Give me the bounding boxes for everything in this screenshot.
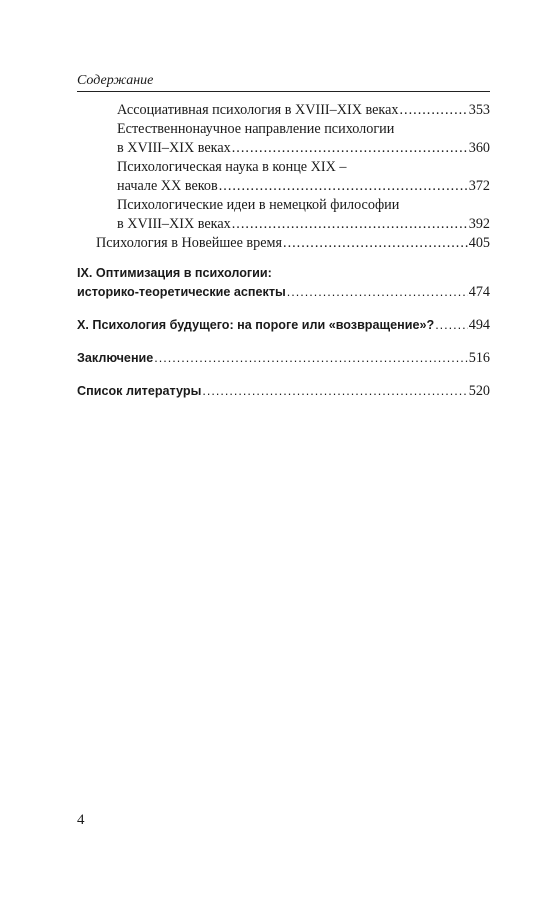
toc-entry-title: Психология в Новейшее время: [96, 235, 283, 251]
toc-leader-dots: [435, 316, 468, 335]
toc-entry-page: 392: [468, 216, 490, 232]
toc-entry: [77, 158, 490, 196]
toc-leader-dots: [400, 101, 468, 120]
toc-chapter-title: историко-теоретические аспекты: [77, 285, 286, 299]
table-of-contents: [77, 101, 490, 401]
running-head: Содержание: [77, 73, 154, 88]
toc-entry-title: начале XX веков: [117, 178, 218, 194]
toc-entry: [77, 120, 490, 158]
toc-chapter: [77, 264, 490, 302]
header-rule: [77, 91, 490, 92]
toc-leader-dots: [154, 349, 467, 368]
toc-entry: [77, 101, 490, 120]
toc-entry-page: 372: [468, 178, 490, 194]
toc-chapter-page: 520: [468, 383, 490, 399]
toc-entry: [77, 196, 490, 234]
toc-entry-title: Психологические идеи в немецкой философии: [117, 197, 400, 213]
toc-chapter-page: 474: [468, 284, 490, 300]
toc-chapter-title: Заключение: [77, 351, 154, 365]
toc-leader-dots: [219, 177, 468, 196]
toc-chapter: [77, 316, 490, 335]
toc-chapter-page: 494: [468, 317, 490, 333]
toc-leader-dots: [232, 215, 468, 234]
toc-entry-title: Ассоциативная психология в XVIII–XIX веках: [117, 102, 399, 118]
toc-entry-title: в XVIII–XIX веках: [117, 140, 231, 156]
page-number: 4: [77, 812, 85, 828]
toc-entry-title: Психологическая наука в конце XIX –: [117, 159, 347, 175]
toc-leader-dots: [202, 382, 467, 401]
toc-chapter-page: 516: [468, 350, 490, 366]
toc-chapter-title: IX. Оптимизация в психологии:: [77, 266, 272, 280]
toc-chapter: [77, 382, 490, 401]
toc-leader-dots: [287, 283, 468, 302]
toc-entry-title: в XVIII–XIX веках: [117, 216, 231, 232]
toc-leader-dots: [232, 139, 468, 158]
toc-entry-page: 405: [468, 235, 490, 251]
toc-entry-page: 360: [468, 140, 490, 156]
toc-entry-page: 353: [468, 102, 490, 118]
toc-entry: [77, 234, 490, 253]
toc-chapter-title: X. Психология будущего: на пороге или «возвращение»?: [77, 318, 435, 332]
toc-entry-title: Естественнонаучное направление психологии: [117, 121, 395, 137]
toc-leader-dots: [283, 234, 468, 253]
toc-chapter: [77, 349, 490, 368]
toc-chapter-title: Список литературы: [77, 384, 202, 398]
